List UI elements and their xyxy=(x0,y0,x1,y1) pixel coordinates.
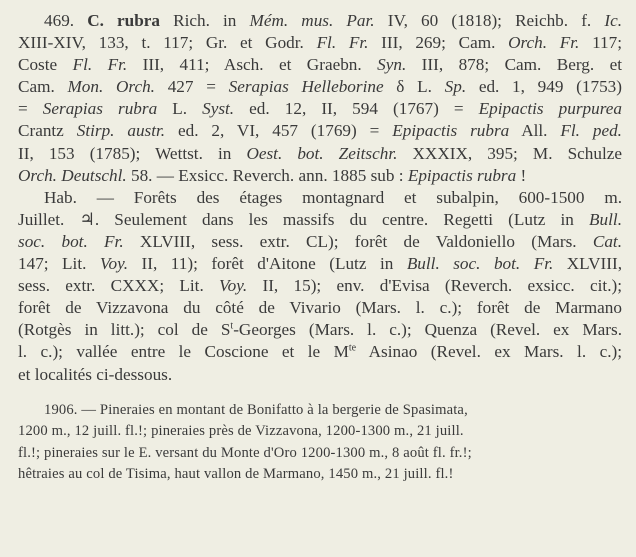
text-span: Asinao (Revel. ex Mars. l. c.); xyxy=(356,342,622,362)
exsiccata-line xyxy=(18,400,622,422)
text-span: ed. 2, VI, 457 (1769) = xyxy=(165,121,393,141)
italic-text: Syst. xyxy=(202,99,235,119)
italic-text: Ic. xyxy=(604,11,622,30)
text-span: 469. xyxy=(44,11,88,30)
italic-text: Serapias Helleborine xyxy=(228,77,384,97)
text-span: Juillet. ♃. Seulement dans les massifs du centre. Regetti (Lutz in xyxy=(18,209,590,229)
text-span: 1906. — Pineraies en montant de Bonifatto à la bergerie de Spasimata, xyxy=(44,401,468,418)
text-span: ! xyxy=(516,165,527,185)
entry-line xyxy=(18,98,622,120)
text-span: te xyxy=(348,342,357,354)
text-span: -Georges (Mars. l. c.); Quenza (Revel. ex Mars. xyxy=(233,320,622,340)
text-span: XIII-XIV, 133, t. 117; Gr. et Godr. xyxy=(18,33,317,53)
habitat-line xyxy=(18,364,622,386)
habitat-line xyxy=(18,275,622,297)
exsiccata-paragraph xyxy=(18,400,622,486)
italic-text: Mém. mus. Par. xyxy=(249,11,375,30)
text-span: II, 15); env. d'Evisa (Reverch. exsicc. cit.); xyxy=(247,276,622,296)
text-span: 427 = xyxy=(154,77,229,97)
italic-text: Epipactis rubra xyxy=(392,121,510,141)
text-span: et localités ci-dessous. xyxy=(18,364,173,384)
italic-text: Orch. Deutschl. xyxy=(18,165,127,185)
text-span: hêtraies au col de Tisima, haut vallon de Marmano, 1450 m., 21 juill. fl.! xyxy=(18,466,454,483)
text-span: (Rotgès in litt.); col de S xyxy=(18,320,231,340)
text-span: forêt de Vizzavona du côté de Vivario (Mars. l. c.); forêt de Marmano xyxy=(18,298,622,318)
habitat-line xyxy=(18,297,622,319)
italic-text: Fl. Fr. xyxy=(72,55,128,75)
text-span: fl.!; pineraies sur le E. versant du Monte d'Oro 1200-1300 m., 8 août fl. fr.!; xyxy=(18,444,472,461)
italic-text: Serapias rubra xyxy=(42,99,158,119)
italic-text: Sp. xyxy=(444,77,467,97)
habitat-line xyxy=(18,209,622,231)
habitat-line xyxy=(18,253,622,275)
text-span: 58. — Exsicc. Reverch. ann. 1885 sub : xyxy=(126,165,408,185)
text-span: II, 153 (1785); Wettst. in xyxy=(18,143,247,163)
text-span: Cam. xyxy=(18,77,68,97)
text-span: δ L. xyxy=(383,77,445,97)
text-span: t xyxy=(230,320,234,332)
entry-line xyxy=(18,54,622,76)
italic-text: Bull. soc. bot. Fr. xyxy=(406,254,554,274)
species-entry xyxy=(18,10,622,386)
species-name: C. rubra xyxy=(87,11,161,30)
text-span: 1200 m., 12 juill. fl.!; pineraies près de Vizzavona, 1200-1300 m., 21 juill. xyxy=(18,423,464,440)
italic-text: Fl. Fr. xyxy=(316,33,369,53)
text-span: XLVIII, sess. extr. CL); forêt de Valdoniello (Mars. xyxy=(123,231,593,251)
exsiccata-line xyxy=(18,443,622,465)
text-span: ed. 12, II, 594 (1767) = xyxy=(234,99,479,119)
italic-text: Syn. xyxy=(377,55,407,75)
entry-line xyxy=(18,32,622,54)
text-span: 117; xyxy=(579,33,622,53)
text-span: III, 411; Asch. et Graebn. xyxy=(127,55,378,75)
text-span: L. xyxy=(157,99,203,119)
text-span: = xyxy=(18,99,43,119)
text-span: Crantz xyxy=(18,121,77,141)
text-span: Hab. — Forêts des étages montagnard et subalpin, 600-1500 m. xyxy=(44,187,622,207)
text-span: IV, 60 (1818); Reichb. f. xyxy=(374,11,605,30)
text-span: XLVIII, xyxy=(553,254,622,274)
italic-text: Cat. xyxy=(592,231,622,251)
italic-text: Voy. xyxy=(219,276,248,296)
text-span: III, 878; Cam. Berg. et xyxy=(406,55,622,75)
italic-text: Mon. Orch. xyxy=(67,77,155,97)
italic-text: Stirp. austr. xyxy=(76,121,166,141)
text-span: 147; Lit. xyxy=(18,254,100,274)
habitat-line xyxy=(18,187,622,209)
text-span: II, 11); forêt d'Aitone (Lutz in xyxy=(128,254,407,274)
italic-text: Bull. xyxy=(589,209,622,229)
text-span: Rich. in xyxy=(160,11,250,30)
italic-text: Epipactis purpurea xyxy=(478,99,623,119)
text-span: Coste xyxy=(18,55,73,75)
italic-text: soc. bot. Fr. xyxy=(18,231,124,251)
entry-synonymy xyxy=(18,10,622,187)
text-span: All. xyxy=(509,121,561,141)
italic-text: Oest. bot. Zeitschr. xyxy=(246,143,398,163)
exsiccata-line xyxy=(18,421,622,443)
exsiccata-line xyxy=(18,464,622,486)
entry-line xyxy=(18,76,622,98)
text-span: III, 269; Cam. xyxy=(368,33,509,53)
habitat-line xyxy=(18,231,622,253)
text-span: ed. 1, 949 (1753) xyxy=(466,77,622,97)
habitat-line xyxy=(18,319,622,341)
italic-text: Orch. Fr. xyxy=(508,33,580,53)
habitat-line xyxy=(18,341,622,363)
entry-line xyxy=(18,120,622,142)
italic-text: Voy. xyxy=(99,254,129,274)
text-span: sess. extr. CXXX; Lit. xyxy=(18,276,220,296)
text-span: l. c.); vallée entre le Coscione et le M xyxy=(18,342,349,362)
entry-line xyxy=(18,165,622,187)
entry-line xyxy=(18,143,622,165)
text-span: XXXIX, 395; M. Schulze xyxy=(397,143,623,163)
entry-line xyxy=(18,10,622,32)
italic-text: Fl. ped. xyxy=(560,121,622,141)
italic-text: Epipactis rubra xyxy=(407,165,517,185)
habitat-paragraph xyxy=(18,187,622,386)
